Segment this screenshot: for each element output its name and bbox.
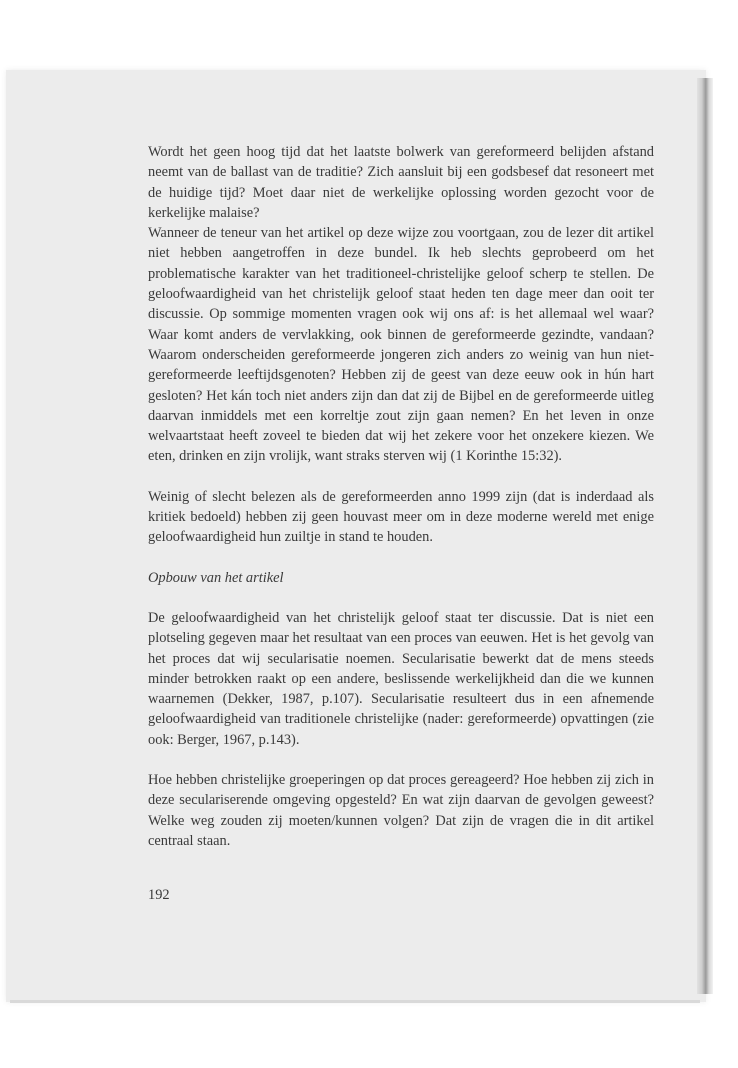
paragraph-2: Wanneer de teneur van het artikel op deze wijze zou voortgaan, zou de lezer dit artikel niet hebben aangetroffen in deze bundel. Ik heb slechts geprobeerd om het problematische karakter van het traditioneel-christelijke geloof scherp te stellen. De geloofwaardigheid van het christelijk geloof staat heden ten dage meer dan ooit ter discussie. Op sommige momenten vragen ook wij ons af: is het allemaal wel waar? Waar komt anders de vervlakking, ook binnen de gereformeerde gezindte, vandaan? Waarom onderscheiden gereformeerde jongeren zich anders zo weinig van hun niet-gereformeerde leeftijdsgenoten? Hebben zij de geest van deze eeuw ook in hún hart gesloten? Het kán toch niet anders zijn dan dat zij de Bijbel en de gereformeerde uitleg daarvan inmiddels met een korreltje zout zijn gaan nemen? En het leven in onze welvaartstaat heeft zoveel te bieden dat wij het zekere voor het onzekere kiezen. We eten, drinken en zijn vrolijk, want straks sterven wij (1 Korinthe 15:32). xyxy=(148,225,654,465)
paragraph-5: Hoe hebben christelijke groeperingen op dat proces gereageerd? Hoe hebben zij zich in deze seculariserende omgeving opgesteld? En wat zijn daarvan de gevolgen geweest? Welke weg zouden zij moeten/kunnen volgen? Dat zijn de vragen die in dit artikel centraal staan. xyxy=(148,772,654,849)
paragraph-gap xyxy=(148,588,654,608)
page-bottom-edge xyxy=(10,1000,700,1003)
paragraph-gap xyxy=(148,467,654,487)
page-body xyxy=(148,142,654,851)
paragraph-4: De geloofwaardigheid van het christelijk geloof staat ter discussie. Dat is niet een plotseling gegeven maar het resultaat van een proces van eeuwen. Het is het gevolg van het proces dat wij secularisatie noemen. Secularisatie bewerkt dat de mens steeds minder betrokken raakt op een andere, beslissende werkelijkheid dan die we kunnen waarnemen (Dekker, 1987, p.107). Secularisatie resulteert dus in een afnemende geloofwaardigheid van traditionele christelijke (nader: gereformeerde) opvattingen (zie ook: Berger, 1967, p.143). xyxy=(148,609,654,748)
page-edge xyxy=(697,78,713,994)
page-number: 192 xyxy=(148,887,170,903)
paragraph-gap xyxy=(148,750,654,770)
section-heading: Opbouw van het artikel xyxy=(148,569,284,586)
paragraph-1: Wordt het geen hoog tijd dat het laatste bolwerk van gereformeerd belijden afstand neemt van de ballast van de traditie? Zich aansluit bij een godsbesef dat resoneert met de huidige tijd? Moet daar niet de werkelijke oplossing worden gezocht voor de kerkelijke malaise? xyxy=(148,144,654,221)
paragraph-gap xyxy=(148,548,654,568)
paragraph-3: Weinig of slecht belezen als de gereformeerden anno 1999 zijn (dat is inderdaad als kritiek bedoeld) hebben zij geen houvast meer om in deze moderne wereld met enige geloofwaardigheid hun zuiltje in stand te houden. xyxy=(148,488,654,546)
